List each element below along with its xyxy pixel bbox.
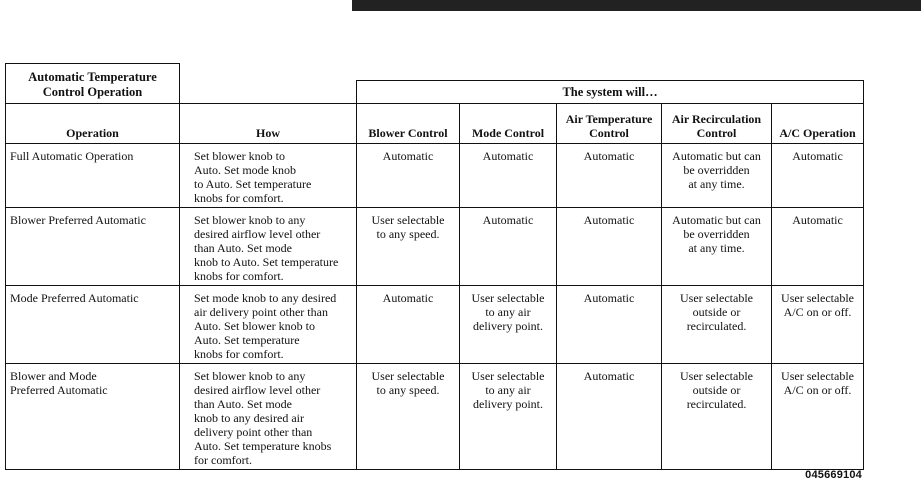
- air-temp-cell: Automatic: [557, 286, 662, 364]
- blower-cell: Automatic: [357, 144, 460, 208]
- table-row: [6, 208, 864, 286]
- operation-cell: Blower and Mode Preferred Automatic: [6, 364, 180, 470]
- col-mode-control: Mode Control: [460, 104, 557, 144]
- air-recirc-cell: Automatic but can be overridden at any time.: [662, 208, 772, 286]
- column-header-row: [6, 104, 864, 144]
- mode-cell: User selectable to any air delivery point.: [460, 364, 557, 470]
- system-will-header: The system will…: [357, 81, 864, 104]
- how-cell: Set mode knob to any desired air delivery point other than Auto. Set blower knob to Auto. Set temperature knobs for comfort.: [180, 286, 357, 364]
- ac-cell: Automatic: [772, 144, 864, 208]
- air-recirc-cell: User selectable outside or recirculated.: [662, 286, 772, 364]
- how-cell: Set blower knob to any desired airflow level other than Auto. Set mode knob to any desired air delivery point other than Auto. Set temperature knobs for comfort.: [180, 364, 357, 470]
- ac-cell: User selectable A/C on or off.: [772, 364, 864, 470]
- how-spacer: [180, 81, 357, 104]
- table-title: Automatic Temperature Control Operation: [5, 63, 180, 105]
- col-ac-operation: A/C Operation: [772, 104, 864, 144]
- col-operation: Operation: [6, 104, 180, 144]
- operation-table: [5, 80, 864, 470]
- ac-cell: Automatic: [772, 208, 864, 286]
- table-row: [6, 286, 864, 364]
- title-spacer: [6, 81, 180, 104]
- table-row: [6, 364, 864, 470]
- col-blower-control: Blower Control: [357, 104, 460, 144]
- table-row: [6, 144, 864, 208]
- air-recirc-cell: User selectable outside or recirculated.: [662, 364, 772, 470]
- operation-cell: Full Automatic Operation: [6, 144, 180, 208]
- col-air-temperature-control: Air Temperature Control: [557, 104, 662, 144]
- air-temp-cell: Automatic: [557, 208, 662, 286]
- ac-cell: User selectable A/C on or off.: [772, 286, 864, 364]
- col-air-recirculation-control: Air Recirculation Control: [662, 104, 772, 144]
- air-temp-cell: Automatic: [557, 144, 662, 208]
- air-temp-cell: Automatic: [557, 364, 662, 470]
- blower-cell: Automatic: [357, 286, 460, 364]
- operation-cell: Mode Preferred Automatic: [6, 286, 180, 364]
- mode-cell: User selectable to any air delivery point.: [460, 286, 557, 364]
- how-cell: Set blower knob to any desired airflow level other than Auto. Set mode knob to Auto. Set temperature knobs for comfort.: [180, 208, 357, 286]
- col-how: How: [180, 104, 357, 144]
- figure-id: 045669104: [805, 469, 862, 481]
- operation-cell: Blower Preferred Automatic: [6, 208, 180, 286]
- mode-cell: Automatic: [460, 208, 557, 286]
- group-header-row: [6, 81, 864, 104]
- header-bar: [352, 0, 921, 11]
- mode-cell: Automatic: [460, 144, 557, 208]
- blower-cell: User selectable to any speed.: [357, 208, 460, 286]
- air-recirc-cell: Automatic but can be overridden at any time.: [662, 144, 772, 208]
- blower-cell: User selectable to any speed.: [357, 364, 460, 470]
- how-cell: Set blower knob to Auto. Set mode knob to Auto. Set temperature knobs for comfort.: [180, 144, 357, 208]
